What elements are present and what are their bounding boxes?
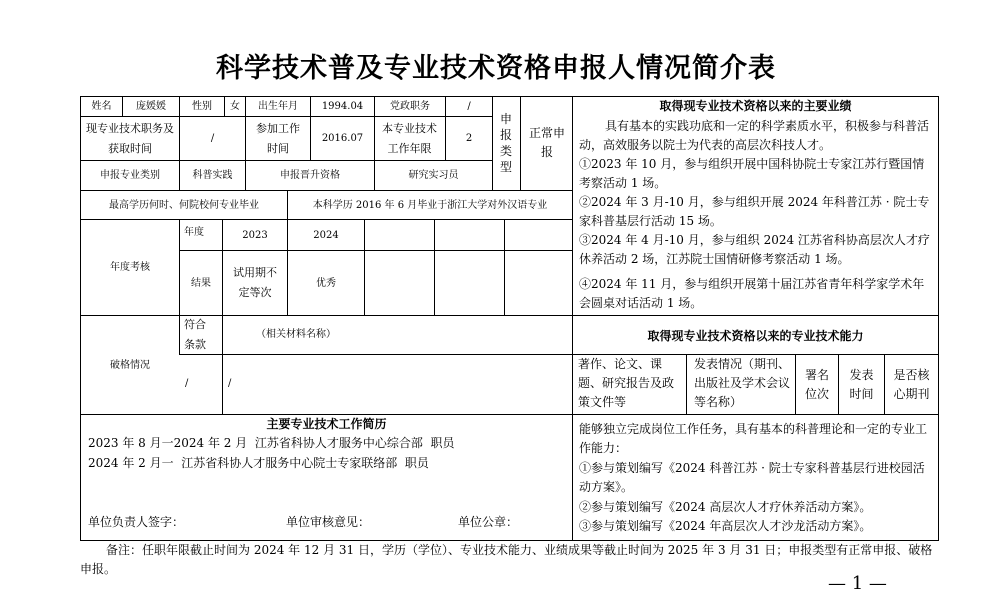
education-label: 最高学历何时、何院校何专业毕业 — [109, 199, 259, 211]
current-title-value: / — [210, 133, 215, 144]
match-clause-label: 符合条款 — [184, 318, 206, 351]
exception-label: 破格情况 — [110, 359, 150, 371]
unit-seal: 单位公章： — [458, 515, 519, 529]
name-label: 姓名 — [91, 101, 112, 112]
capability-item-2: ②参与策划编写《2024 高层次人才疗休养活动方案》。 — [579, 500, 872, 514]
capability-header-works: 著作、论文、课题、研究报告及政策文件等 — [578, 357, 675, 409]
capability-header-date: 发表时间 — [849, 367, 874, 401]
unit-head-sign: 单位负责人签字： — [88, 515, 185, 529]
year-2024: 2024 — [313, 229, 339, 241]
page-number: — 1 — — [828, 573, 887, 594]
promotion-label: 申报晋升资格 — [280, 170, 340, 181]
promotion-value: 研究实习员 — [408, 170, 459, 181]
capability-item-1: ①参与策划编写《2024 科普江苏 · 院士专家科普基层行进校园活动方案》。 — [579, 461, 925, 494]
unit-review: 单位审核意见： — [286, 515, 371, 529]
party-label: 党政职务 — [390, 101, 430, 112]
gender-label: 性别 — [192, 101, 212, 112]
work-start-label: 参加工作时间 — [256, 121, 300, 155]
capability-text: 能够独立完成岗位工作任务，具有基本的科普理论和一定的专业工作能力： — [579, 422, 928, 455]
page-title: 科学技术普及专业技术资格申报人情况简介表 — [216, 53, 776, 84]
work-history-line-2: 2024 年 2 月一 江苏省科协人才服务中心院士专家联络部 职员 — [88, 456, 429, 470]
birth-label: 出生年月 — [258, 101, 298, 112]
exception-value-1: / — [185, 378, 189, 389]
achievement-item-2: ②2024 年 3 月-10 月，参与组织开展 2024 年科普江苏 · 院士专家科普基层行活动 15 场。 — [579, 195, 930, 228]
gender-value: 女 — [230, 101, 240, 112]
year-label: 年度 — [184, 227, 204, 238]
result-2024: 优秀 — [316, 277, 336, 289]
achievement-item-3: ③2024 年 4 月-10 月，参与组织 2024 江苏省科协高层次人才疗休养活动 2 场，江苏院士国情研修考察活动 1 场。 — [579, 233, 930, 266]
capability-title: 取得现专业技术资格以来的专业技术能力 — [647, 328, 864, 343]
years-label: 本专业技术工作年限 — [382, 121, 437, 155]
annual-label: 年度考核 — [110, 262, 150, 273]
result-label: 结果 — [191, 277, 211, 289]
capability-header-publication: 发表情况（期刊、出版社及学术会议等名称） — [694, 357, 791, 409]
years-value: 2 — [465, 133, 473, 144]
declare-type-value: 正常申报 — [528, 126, 565, 159]
category-value: 科普实践 — [192, 170, 233, 181]
achievements-title: 取得现专业技术资格以来的主要业绩 — [659, 99, 852, 113]
current-title-label: 现专业技术职务及获取时间 — [86, 121, 174, 155]
capability-header-rank: 署名位次 — [804, 367, 829, 401]
category-label: 申报专业类别 — [100, 170, 160, 181]
achievements-text: 具有基本的实践功底和一定的科学素质水平，积极参与科普活动，高效服务以院士为代表的高层次科技人才。 — [579, 119, 930, 152]
party-value: / — [467, 101, 471, 112]
footnote: 备注：任职年限截止时间为 2024 年 12 月 31 日，学历（学位）、专业技术能力、业绩成果等截止时间为 2025 年 3 月 31 日；申报类型有正常申报、破格申报。 — [80, 543, 933, 576]
exception-value-2: / — [228, 378, 232, 389]
work-history-title: 主要专业技术工作简历 — [266, 417, 387, 431]
work-history-line-1: 2023 年 8 月一2024 年 2 月 江苏省科协人才服务中心综合部 职员 — [88, 436, 455, 450]
year-2023: 2023 — [242, 229, 268, 241]
result-2023: 试用期不定等次 — [233, 266, 277, 299]
birth-value: 1994.04 — [321, 101, 364, 112]
achievement-item-4: ④2024 年 11 月，参与组织开展第十届江苏省青年科学家学术年会圆桌对话活动 1 场。 — [579, 277, 925, 310]
declare-type-label: 申报类型 — [499, 112, 512, 174]
name-value: 庞媛媛 — [136, 101, 166, 112]
capability-item-3: ③参与策划编写《2024 年高层次人才沙龙活动方案》。 — [579, 519, 872, 533]
material-name: （相关材料名称） — [256, 329, 336, 340]
education-value: 本科学历 2016 年 6 月毕业于浙江大学对外汉语专业 — [312, 199, 548, 211]
capability-header-core: 是否核心期刊 — [893, 367, 930, 401]
achievement-item-1: ①2023 年 10 月，参与组织开展中国科协院士专家江苏行暨国情考察活动 1 场。 — [579, 157, 925, 190]
work-start-value: 2016.07 — [321, 133, 364, 144]
